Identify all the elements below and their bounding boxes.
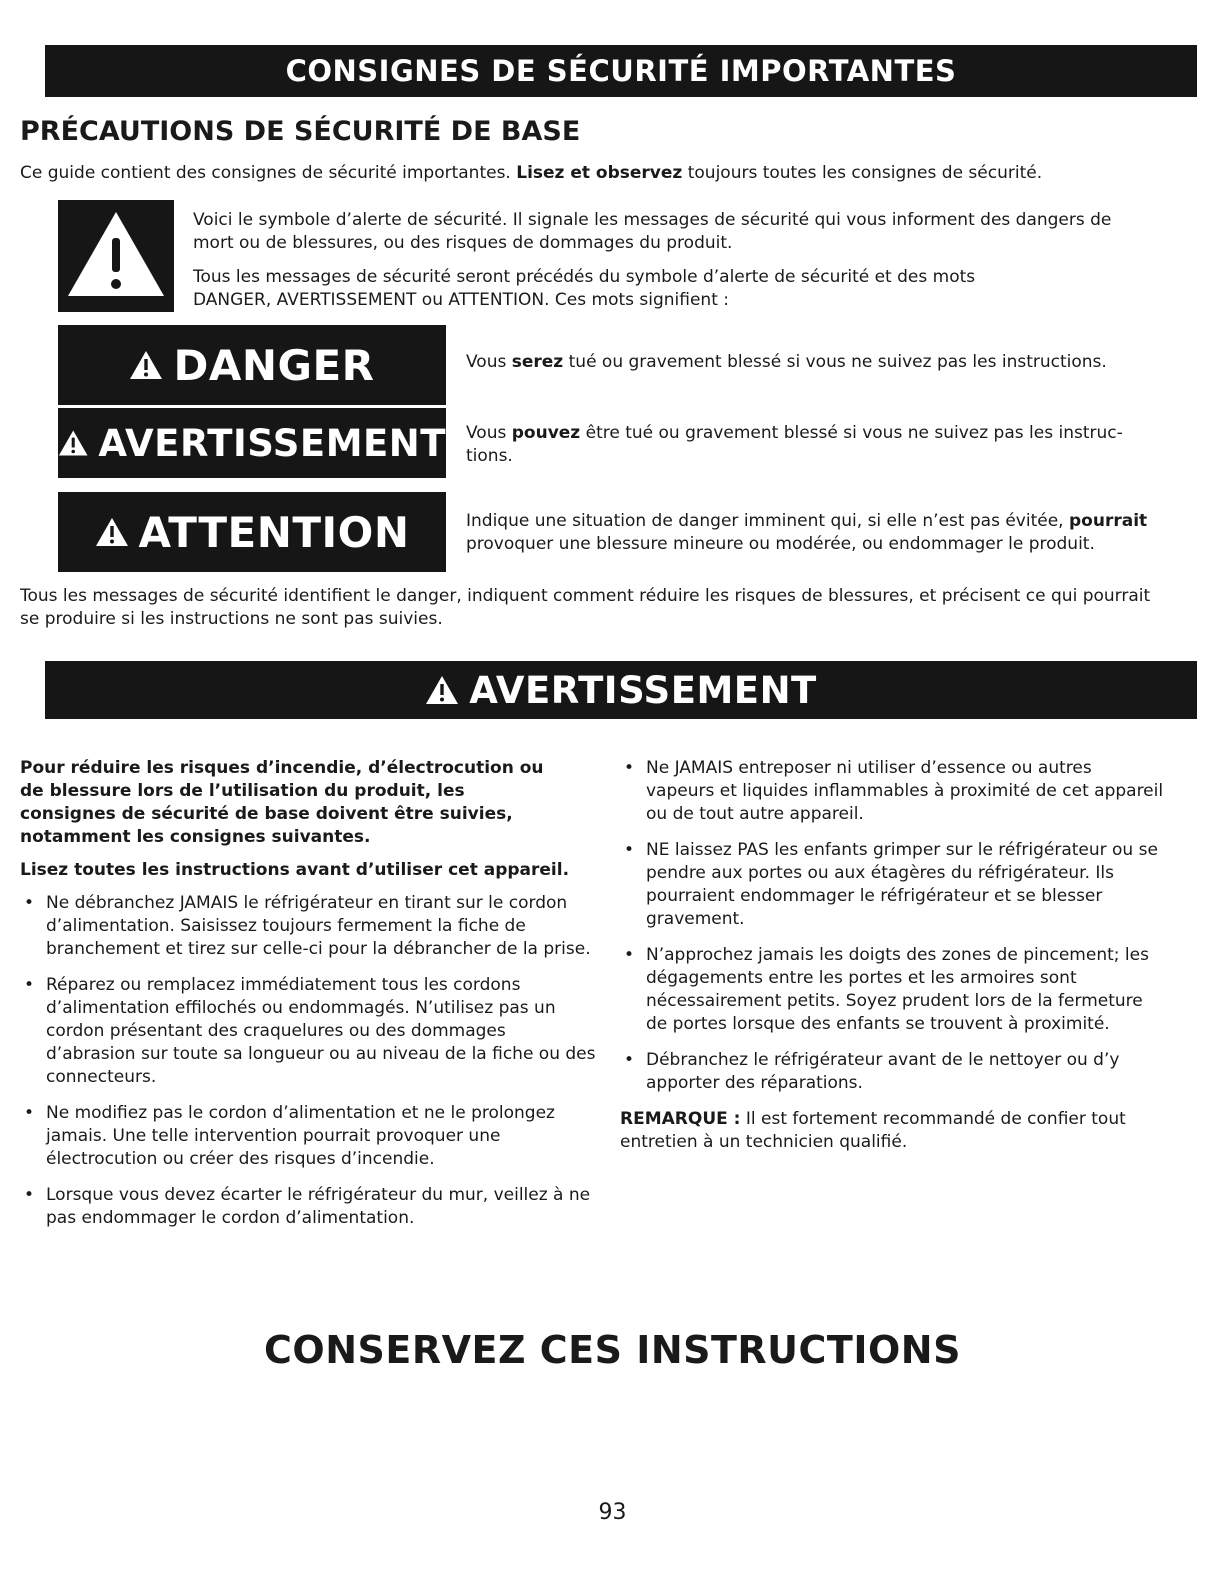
section-title: PRÉCAUTIONS DE SÉCURITÉ DE BASE — [20, 116, 581, 147]
left-lead: Pour réduire les risques d’incendie, d’électrocution ou de blessure lors de l’utilisation du produit, les consignes de sécurité de base doivent être suivies, notamment les consignes suivantes. — [20, 758, 544, 847]
left-column — [20, 757, 600, 1243]
intro-paragraph: Ce guide contient des consignes de sécurité importantes. Lisez et observez toujours toutes les consignes de sécurité. — [20, 163, 1043, 183]
avertissement-description: Vous pouvez être tué ou gravement blessé si vous ne suivez pas les instruc-tions. — [466, 423, 1123, 466]
list-item: • Ne JAMAIS entreposer ni utiliser d’essence ou autres vapeurs et liquides inflammables à proximité de cet appareil ou de tout autre appareil. — [620, 757, 1165, 826]
right-list — [620, 757, 1165, 1095]
summary-paragraph: Tous les messages de sécurité identifient le danger, indiquent comment réduire les risques de blessures, et précisent ce qui pourrait se produire si les instructions ne sont pas suivies. — [20, 586, 1151, 629]
avertissement-label: AVERTISSEMENT — [58, 408, 446, 478]
left-sub: Lisez toutes les instructions avant d’utiliser cet appareil. — [20, 860, 570, 880]
warning-triangle-icon — [129, 350, 163, 380]
left-list — [20, 892, 600, 1230]
alert-symbol-para1: Voici le symbole d’alerte de sécurité. Il signale les messages de sécurité qui vous informent des dangers de mort ou de blessures, ou des risques de dommages du produit. — [193, 210, 1112, 253]
warning-triangle-icon — [425, 675, 459, 705]
list-item: • Ne modifiez pas le cordon d’alimentation et ne le prolongez jamais. Une telle intervention pourrait provoquer une électrocution ou créer des risques d’incendie. — [20, 1102, 600, 1171]
right-column — [620, 757, 1165, 1154]
list-item: • Ne débranchez JAMAIS le réfrigérateur en tirant sur le cordon d’alimentation. Saisissez toujours fermement la fiche de branchement et tirez sur celle-ci pour la débrancher de la prise. — [20, 892, 600, 961]
danger-description: Vous serez tué ou gravement blessé si vous ne suivez pas les instructions. — [466, 352, 1107, 372]
warning-triangle-icon — [58, 429, 88, 457]
list-item: • Lorsque vous devez écarter le réfrigérateur du mur, veillez à ne pas endommager le cordon d’alimentation. — [20, 1184, 600, 1230]
page-number: 93 — [598, 1500, 627, 1525]
warning-triangle-icon — [58, 200, 174, 312]
list-item: • Réparez ou remplacez immédiatement tous les cordons d’alimentation effilochés ou endommagés. N’utilisez pas un cordon présentant des craquelures ou des dommages d’abrasion sur toute sa longueur ou au niveau de la fiche ou des connecteurs. — [20, 974, 600, 1089]
footer-title: CONSERVEZ CES INSTRUCTIONS — [264, 1328, 961, 1372]
list-item: • N’approchez jamais les doigts des zones de pincement; les dégagements entre les portes et les armoires sont nécessairement petits. Soyez prudent lors de la fermeture de portes lorsque des enfants se trouvent à proximité. — [620, 944, 1165, 1036]
header-banner — [45, 45, 1197, 97]
danger-label: DANGER — [58, 325, 446, 405]
warning-triangle-icon — [95, 517, 129, 547]
attention-label: ATTENTION — [58, 492, 446, 572]
header-title: CONSIGNES DE SÉCURITÉ IMPORTANTES — [285, 54, 957, 88]
list-item: • Débranchez le réfrigérateur avant de le nettoyer ou d’y apporter des réparations. — [620, 1049, 1165, 1095]
attention-description: Indique une situation de danger imminent qui, si elle n’est pas évitée, pourrait provoquer une blessure mineure ou modérée, ou endommager le produit. — [466, 511, 1148, 554]
remarque-note: REMARQUE : Il est fortement recommandé de confier tout entretien à un technicien qualifié. — [620, 1109, 1126, 1152]
list-item: • NE laissez PAS les enfants grimper sur le réfrigérateur ou se pendre aux portes ou aux étagères du réfrigérateur. Ils pourraient endommager le réfrigérateur et se blesser gravement. — [620, 839, 1165, 931]
warning-banner: AVERTISSEMENT — [45, 661, 1197, 719]
alert-symbol-para2: Tous les messages de sécurité seront précédés du symbole d’alerte de sécurité et des mots DANGER, AVERTISSEMENT ou ATTENTION. Ces mots signifient : — [193, 267, 976, 310]
